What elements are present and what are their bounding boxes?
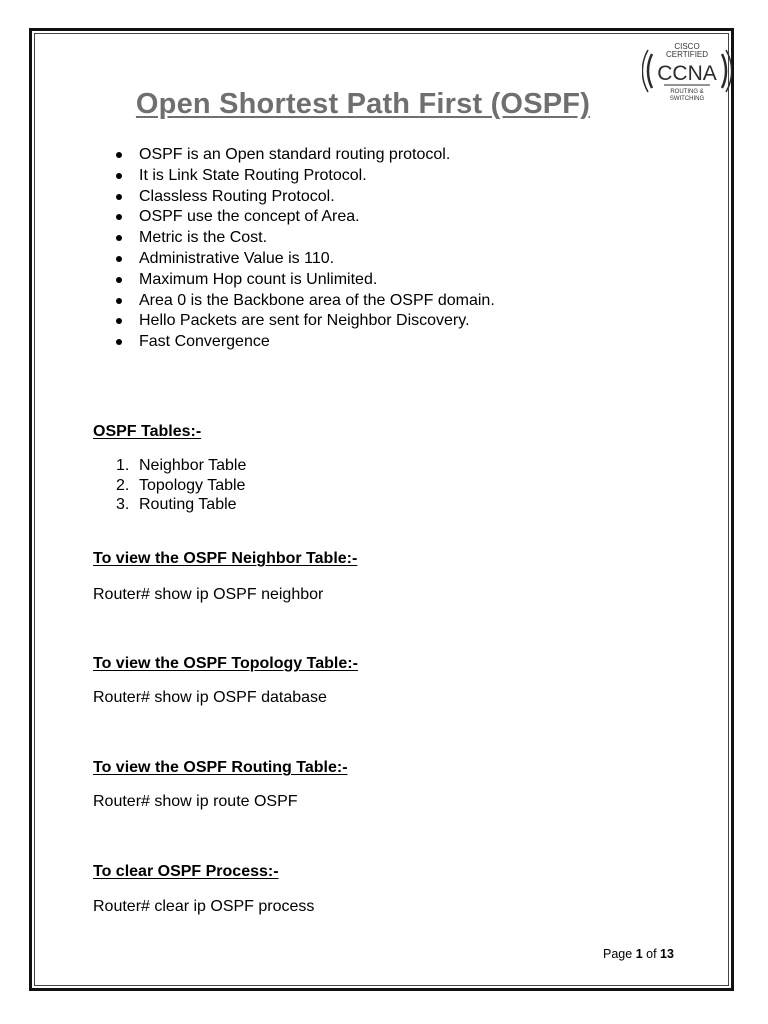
command-topology: Router# show ip OSPF database <box>93 689 327 706</box>
list-item: Administrative Value is 110. <box>96 249 495 270</box>
logo-line1: CISCO <box>674 42 700 51</box>
list-item: OSPF is an Open standard routing protocol. <box>96 145 495 166</box>
bullet-icon <box>116 214 122 220</box>
bullet-icon <box>116 339 122 345</box>
list-item: Fast Convergence <box>96 332 495 353</box>
list-item: Maximum Hop count is Unlimited. <box>96 270 495 291</box>
command-clear: Router# clear ip OSPF process <box>93 898 315 915</box>
bullet-icon <box>116 256 122 262</box>
list-item: Area 0 is the Backbone area of the OSPF domain. <box>96 291 495 312</box>
list-item: Metric is the Cost. <box>96 228 495 249</box>
logo-line2: CERTIFIED <box>665 50 709 59</box>
logo-line3: ROUTING & <box>670 89 704 95</box>
bullet-icon <box>116 277 122 283</box>
list-item: 2. Topology Table <box>116 476 246 494</box>
command-neighbor: Router# show ip OSPF neighbor <box>93 586 324 603</box>
tables-list <box>96 456 246 515</box>
list-item: Classless Routing Protocol. <box>96 187 495 208</box>
bullet-icon <box>116 194 122 200</box>
section-heading-routing: To view the OSPF Routing Table:- <box>93 759 348 776</box>
section-heading-neighbor: To view the OSPF Neighbor Table:- <box>93 550 358 567</box>
feature-list <box>96 145 495 353</box>
logo-main: CCNA <box>657 62 717 85</box>
bullet-icon <box>116 173 122 179</box>
list-item: It is Link State Routing Protocol. <box>96 166 495 187</box>
list-item: 3. Routing Table <box>116 496 237 514</box>
logo-line4: SWITCHING <box>669 96 705 102</box>
section-heading-clear: To clear OSPF Process:- <box>93 863 279 880</box>
bullet-icon <box>116 235 122 241</box>
page-title: Open Shortest Path First (OSPF) <box>135 88 591 120</box>
bullet-icon <box>116 318 122 324</box>
list-item: Hello Packets are sent for Neighbor Discovery. <box>96 311 495 332</box>
list-item: OSPF use the concept of Area. <box>96 207 495 228</box>
page-number: Page 1 of 13 <box>603 947 674 961</box>
bullet-icon <box>116 298 122 304</box>
tables-heading: OSPF Tables:- <box>93 423 202 440</box>
command-routing: Router# show ip route OSPF <box>93 793 298 810</box>
list-item: 1. Neighbor Table <box>116 457 247 474</box>
section-heading-topology: To view the OSPF Topology Table:- <box>93 655 358 672</box>
bullet-icon <box>116 152 122 158</box>
